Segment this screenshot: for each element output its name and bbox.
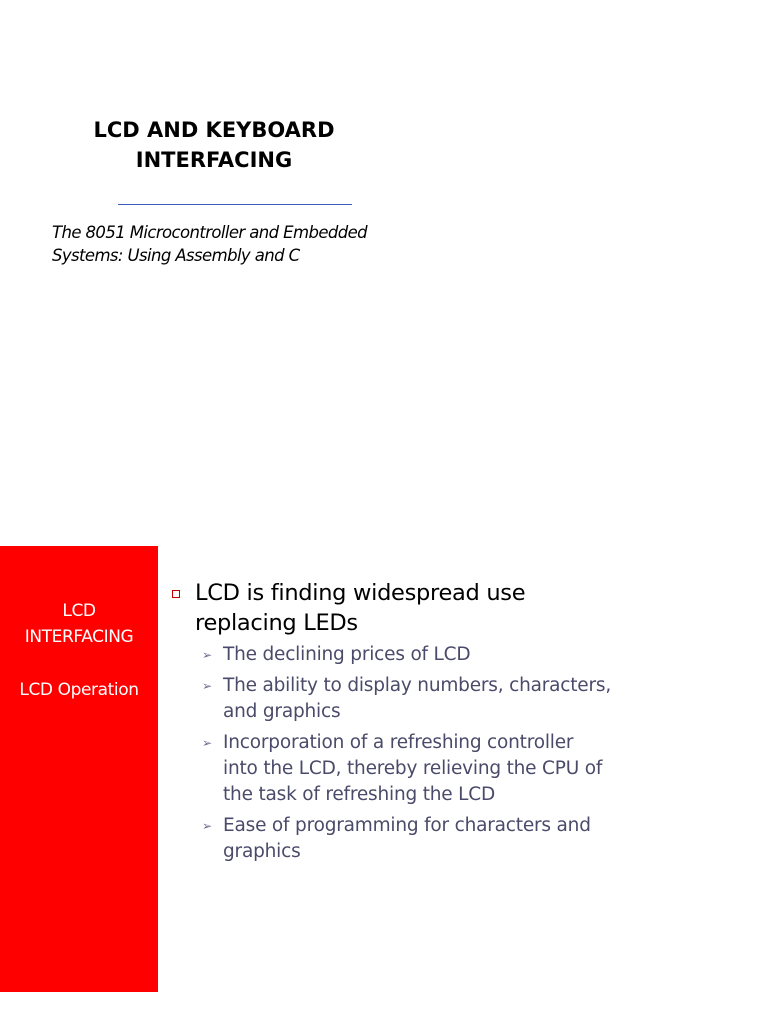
slide-subtitle-line-1: The 8051 Microcontroller and Embedded [52,223,368,242]
arrowhead-icon: ➢ [202,648,212,662]
list-item-line: The ability to display numbers, characters, [223,675,612,696]
list-item [168,730,758,808]
sidebar-section-line-1: LCD [62,601,96,621]
slide-title-line-2: INTERFACING [135,148,293,172]
slide-subtitle [52,221,432,267]
slide-title [52,115,376,175]
arrowhead-icon: ➢ [202,819,212,833]
slide-content [168,578,758,870]
sidebar-subsection-title: LCD Operation [19,680,139,700]
content-slide [0,512,768,1024]
list-item [168,813,758,865]
sidebar-section-title [0,598,158,650]
hollow-square-icon [172,590,180,598]
section-sidebar [0,546,158,992]
arrowhead-icon: ➢ [202,679,212,693]
sidebar-section-line-2: INTERFACING [24,627,134,647]
list-item-line: Ease of programming for characters and [223,815,591,836]
list-item [168,673,758,725]
list-item-line: and graphics [223,701,341,722]
title-divider [118,204,352,205]
main-bullet [168,578,758,638]
list-item-line: into the LCD, thereby relieving the CPU of [223,758,603,779]
list-item-line: graphics [223,841,301,862]
list-item-line: The declining prices of LCD [223,644,471,665]
main-bullet-line-1: LCD is finding widespread use [195,580,526,606]
slide-title-line-1: LCD AND KEYBOARD [93,118,335,142]
arrowhead-icon: ➢ [202,736,212,750]
slide-subtitle-line-2: Systems: Using Assembly and C [52,246,300,265]
list-item-line: the task of refreshing the LCD [223,784,496,805]
list-item [168,642,758,668]
main-bullet-line-2: replacing LEDs [195,610,358,636]
list-item-line: Incorporation of a refreshing controller [223,732,574,753]
sub-bullet-list [168,642,758,865]
